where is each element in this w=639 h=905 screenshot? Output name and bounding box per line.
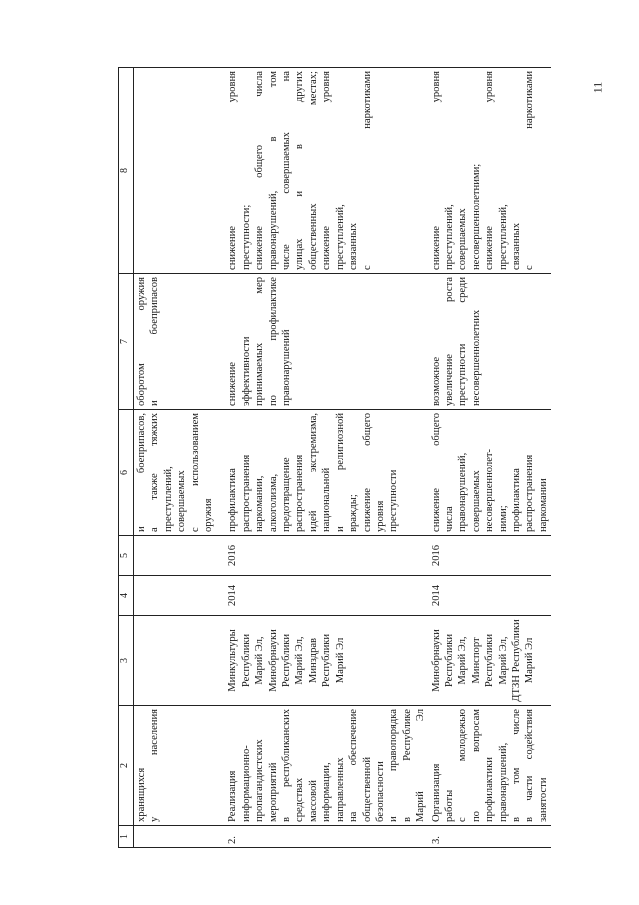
rotated-table-container <box>118 68 549 848</box>
cell-line: распространения <box>524 454 536 532</box>
cell-line: и религиозной <box>334 413 346 532</box>
table-row <box>225 68 428 848</box>
program-table <box>118 67 551 848</box>
cell-line: с наркотиками <box>361 71 373 270</box>
column-header: 3 <box>119 616 134 706</box>
cell-line: совершаемых <box>457 208 469 270</box>
cell-line: снижение <box>227 362 239 406</box>
cell-line: связанных <box>348 222 360 270</box>
cell-line: распространения <box>240 454 252 532</box>
cell-line: принимаемых мер <box>254 277 266 406</box>
cell-line: в части содействия <box>524 709 536 822</box>
row-number-cell: 2. <box>225 826 428 848</box>
column-header: 8 <box>119 68 134 274</box>
cell-line: связанных <box>510 222 522 270</box>
cell-line: средствах <box>294 777 306 822</box>
cell-line: профилактики <box>484 757 496 822</box>
column-header: 2 <box>119 706 134 826</box>
cell-col2 <box>225 706 428 826</box>
cell-line: наркомании <box>537 478 549 532</box>
cell-line: с использованием <box>189 413 201 532</box>
cell-line: информационно- <box>240 745 252 822</box>
cell-col6 <box>225 410 428 536</box>
cell-line: Марий Эл <box>415 709 427 822</box>
column-header: 5 <box>119 536 134 576</box>
cell-line: национальной <box>321 467 333 532</box>
cell-line: Республики <box>240 633 252 688</box>
cell-line: преступности <box>388 469 400 532</box>
cell-line: профилактика <box>510 468 522 532</box>
cell-line: занятости <box>537 777 549 822</box>
cell-line: Минздрав <box>307 637 319 684</box>
cell-col6 <box>429 410 552 536</box>
cell-line: Марий Эл, <box>294 636 306 685</box>
cell-col7 <box>134 274 226 410</box>
cell-line: распространения <box>294 454 306 532</box>
cell-line: снижение уровня <box>430 71 442 270</box>
cell-line: снижение общего <box>361 413 373 532</box>
row-number-cell <box>134 826 226 848</box>
cell-line: мероприятий <box>267 762 279 822</box>
cell-line: хранящихся <box>136 767 147 822</box>
cell-line: ДТЗН Республики <box>510 619 522 702</box>
cell-line: оборотом оружия <box>136 277 147 406</box>
cell-line: преступности среди <box>457 277 469 406</box>
cell-line: оружия <box>203 498 215 532</box>
cell-line: Марий Эл, <box>254 636 266 685</box>
cell-line: снижение уровня <box>321 71 333 270</box>
cell-line: общественной <box>361 756 373 822</box>
cell-line: совершаемых <box>176 470 188 532</box>
page-number: 11 <box>590 81 605 94</box>
cell-line: совершаемых <box>470 470 482 532</box>
cell-line: вражды; <box>348 494 360 532</box>
cell-col2 <box>429 706 552 826</box>
table-row <box>134 68 226 848</box>
cell-line: в том числе <box>510 709 522 822</box>
cell-line: Минспорт <box>470 637 482 684</box>
cell-line: ними; <box>497 505 509 532</box>
column-header: 1 <box>119 826 134 848</box>
end-year-cell: 2016 <box>225 536 428 576</box>
cell-line: по профилактике <box>267 277 279 406</box>
cell-col3 <box>225 616 428 706</box>
cell-col8 <box>429 68 552 274</box>
cell-line: с молодежью <box>457 709 469 822</box>
cell-col8 <box>225 68 428 274</box>
cell-line: снижение общего числа <box>254 71 266 270</box>
start-year-cell <box>134 576 226 616</box>
cell-line: преступности; <box>240 204 252 270</box>
cell-line: на обеспечение <box>348 709 360 822</box>
cell-line: Минобрнауки <box>267 629 279 692</box>
cell-line: по вопросам <box>470 709 482 822</box>
cell-line: и боеприпасов <box>149 277 161 406</box>
cell-line: несовершеннолетними; <box>470 163 482 270</box>
cell-line: несовершеннолетних <box>470 309 482 406</box>
end-year-cell <box>134 536 226 576</box>
cell-line: уровня <box>374 500 386 532</box>
cell-line: увеличение роста <box>443 277 455 406</box>
column-header: 4 <box>119 576 134 616</box>
column-number-row <box>119 68 134 848</box>
cell-line: информации, <box>321 762 333 822</box>
column-header: 6 <box>119 410 134 536</box>
cell-line: Минкультуры <box>227 629 239 692</box>
cell-line: наркомании, <box>254 475 266 532</box>
cell-line: и правопорядка <box>388 709 400 822</box>
cell-line: улицах и в других <box>294 71 306 270</box>
cell-line: безопасности <box>374 761 386 822</box>
start-year-cell: 2014 <box>225 576 428 616</box>
cell-line: в Республике <box>401 709 413 822</box>
column-header: 7 <box>119 274 134 410</box>
cell-line: преступлений, <box>334 204 346 270</box>
cell-line: Марий Эл, <box>457 636 469 685</box>
cell-line: предотвращение <box>281 457 293 532</box>
cell-line: Марий Эл <box>334 637 346 684</box>
cell-line: Республики <box>321 633 333 688</box>
cell-line: Республики <box>484 633 496 688</box>
cell-line: Республики <box>281 633 293 688</box>
row-number-cell: 3. <box>429 826 552 848</box>
cell-col3 <box>429 616 552 706</box>
cell-line: массовой <box>307 780 319 822</box>
cell-col6 <box>134 410 226 536</box>
cell-line: правонарушений, <box>497 742 509 822</box>
cell-line: Минобрнауки <box>430 629 442 692</box>
cell-line: Реализация <box>227 770 239 822</box>
cell-line: правонарушений, <box>457 452 469 532</box>
cell-col2 <box>134 706 226 826</box>
cell-line: Республики <box>443 633 455 688</box>
cell-line: Марий Эл <box>524 637 536 684</box>
cell-col3 <box>134 616 226 706</box>
cell-line: числа <box>443 506 455 532</box>
cell-line: эффективности <box>240 336 252 406</box>
cell-line: Организация <box>430 763 442 822</box>
cell-line: возможное <box>430 356 442 406</box>
cell-line: числе совершаемых на <box>281 71 293 270</box>
cell-line: преступлений, <box>443 204 455 270</box>
cell-line: алкоголизма, <box>267 473 279 532</box>
end-year-cell: 2016 <box>429 536 552 576</box>
cell-line: пропагандистских <box>254 739 266 822</box>
cell-line: у населения <box>149 709 161 822</box>
cell-line: Марий Эл, <box>497 636 509 685</box>
cell-line: несовершеннолет- <box>484 448 496 532</box>
cell-col8 <box>134 68 226 274</box>
cell-line: и боеприпасов, <box>136 413 147 532</box>
cell-line: а также тяжких <box>149 413 161 532</box>
cell-col7 <box>429 274 552 410</box>
cell-line: в республиканских <box>281 709 293 822</box>
cell-line: снижение уровня <box>227 71 239 270</box>
cell-line: профилактика <box>227 468 239 532</box>
cell-line: снижение уровня <box>484 71 496 270</box>
cell-line: общественных местах; <box>307 71 319 270</box>
cell-col7 <box>225 274 428 410</box>
cell-line: идей экстремизма, <box>307 413 319 532</box>
start-year-cell: 2014 <box>429 576 552 616</box>
cell-line: работы <box>443 789 455 822</box>
cell-line: преступлений, <box>497 204 509 270</box>
cell-line: снижение общего <box>430 413 442 532</box>
cell-line: с наркотиками <box>524 71 536 270</box>
cell-line: преступлений, <box>162 466 174 532</box>
table-row <box>429 68 552 848</box>
cell-line: направленных <box>334 757 346 822</box>
cell-line: правонарушений, в том <box>267 71 279 270</box>
cell-line: правонарушений <box>281 329 293 406</box>
